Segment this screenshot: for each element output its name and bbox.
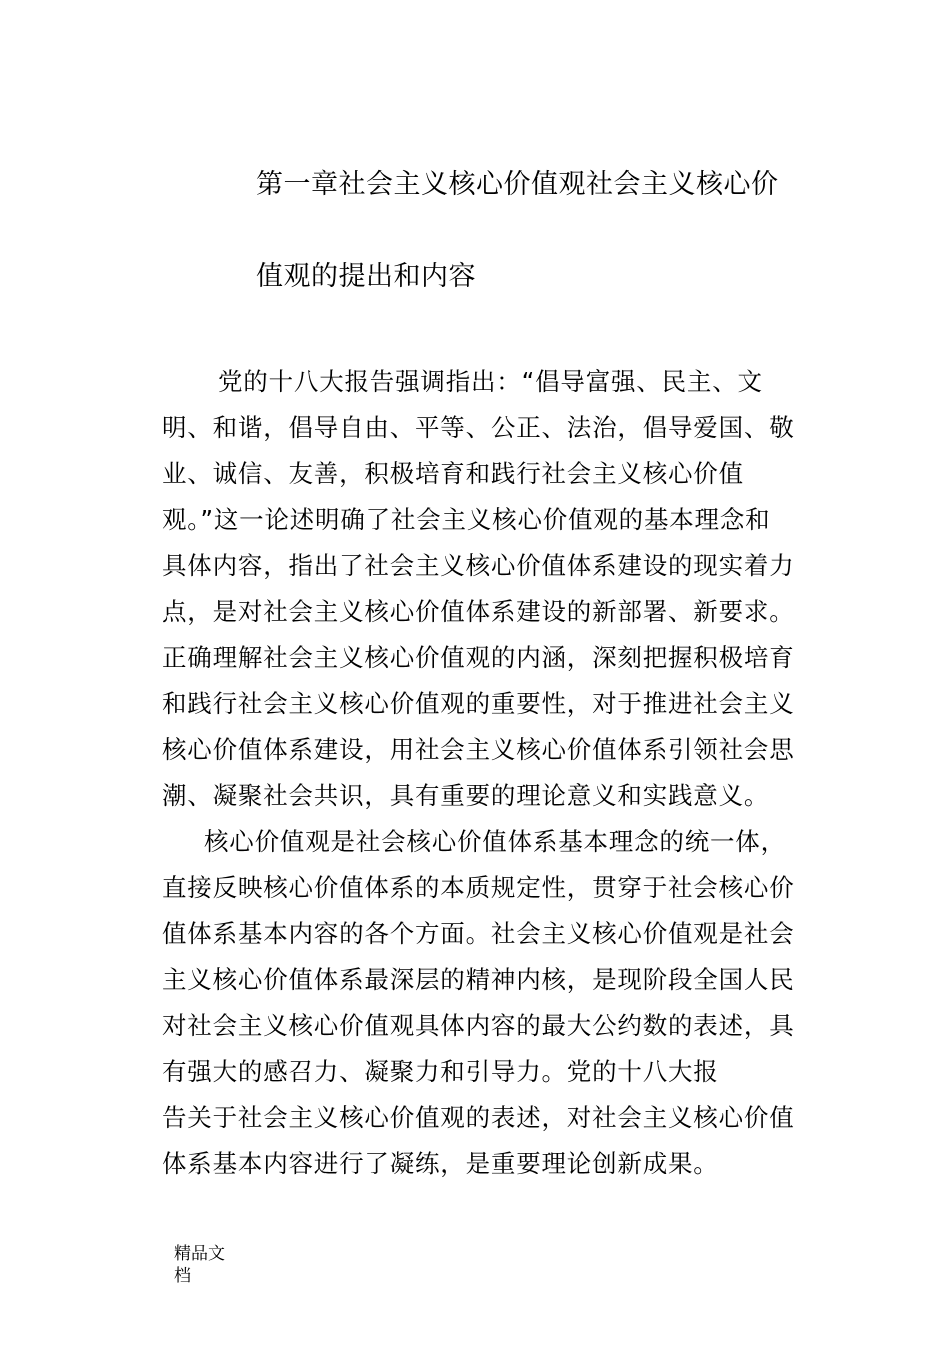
paragraph-2-line: 核心价值观是社会核心价值体系基本理念的统一体，	[204, 827, 786, 856]
paragraph-1-line: 点，是对社会主义核心价值体系建设的新部署、新要求。	[162, 597, 795, 626]
paragraph-1-line: 具体内容，指出了社会主义核心价值体系建设的现实着力	[162, 551, 795, 580]
paragraph-2-line: 对社会主义核心价值观具体内容的最大公约数的表述，具	[162, 1011, 795, 1040]
paragraph-2-line: 值体系基本内容的各个方面。社会主义核心价值观是社会	[162, 919, 795, 948]
footer-watermark	[174, 1243, 225, 1287]
paragraph-1-line: 和践行社会主义核心价值观的重要性，对于推进社会主义	[162, 689, 795, 718]
footer-line-1: 精品文	[174, 1244, 225, 1264]
paragraph-1-line: 核心价值体系建设，用社会主义核心价值体系引领社会思	[162, 735, 795, 764]
paragraph-2-line: 告关于社会主义核心价值观的表述，对社会主义核心价值	[162, 1103, 795, 1132]
paragraph-2-line: 直接反映核心价值体系的本质规定性，贯穿于社会核心价	[162, 873, 795, 902]
paragraph-2-line: 主义核心价值体系最深层的精神内核，是现阶段全国人民	[162, 965, 795, 994]
paragraph-1-line: 党的十八大报告强调指出：“倡导富强、民主、文	[218, 367, 763, 396]
paragraph-1-line: 潮、凝聚社会共识，具有重要的理论意义和实践意义。	[162, 781, 770, 810]
chapter-title-line-2: 值观的提出和内容	[256, 261, 476, 292]
footer-line-2: 档	[174, 1266, 191, 1286]
paragraph-1-line: 业、诚信、友善，积极培育和践行社会主义核心价值	[162, 459, 744, 488]
chapter-title-line-1: 第一章社会主义核心价值观社会主义核心价	[256, 169, 779, 200]
paragraph-2-line: 有强大的感召力、凝聚力和引导力。党的十八大报	[162, 1057, 719, 1086]
paragraph-1-line: 观。”这一论述明确了社会主义核心价值观的基本理念和	[162, 505, 771, 534]
paragraph-1-line: 正确理解社会主义核心价值观的内涵，深刻把握积极培育	[162, 643, 795, 672]
paragraph-2-line: 体系基本内容进行了凝练，是重要理论创新成果。	[162, 1149, 719, 1178]
paragraph-1-line: 明、和谐，倡导自由、平等、公正、法治，倡导爱国、敬	[162, 413, 795, 442]
